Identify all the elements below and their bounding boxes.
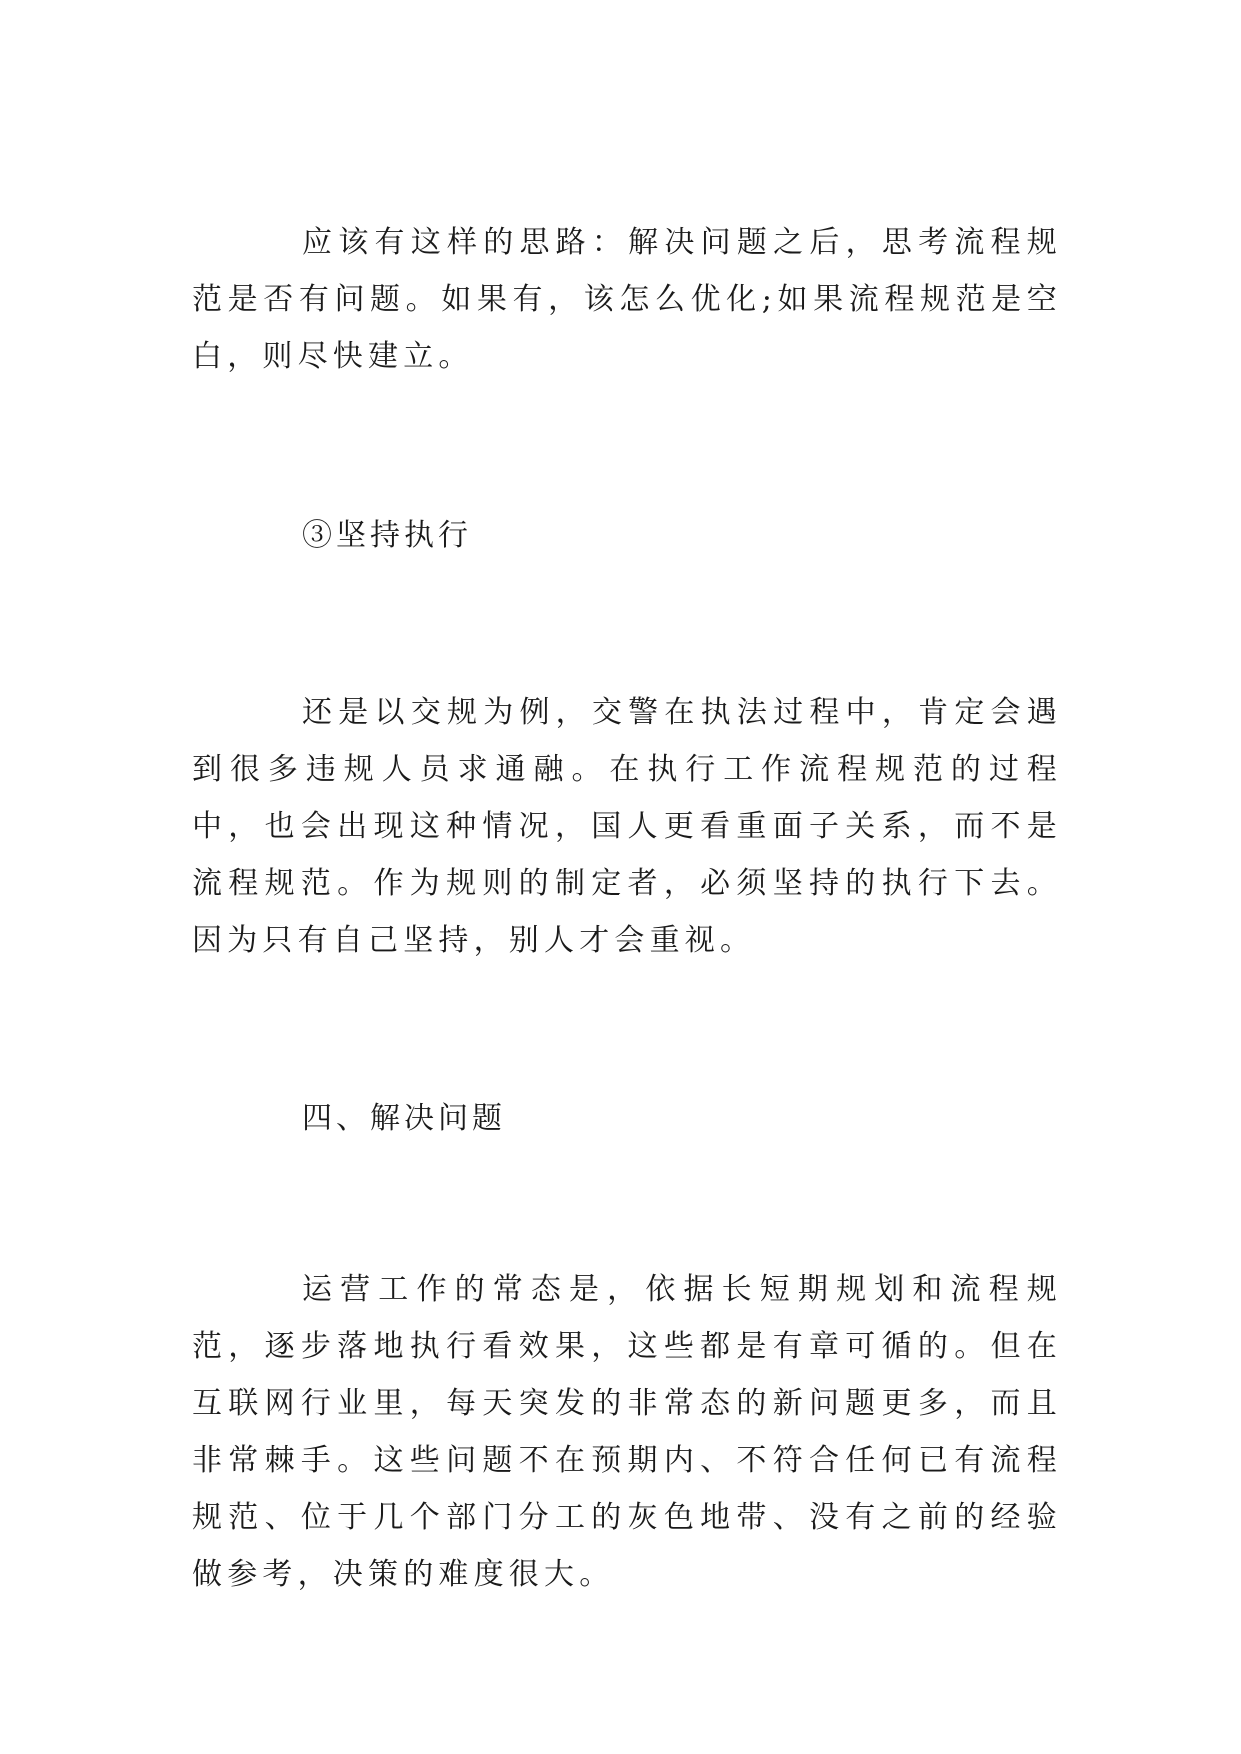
- paragraph-process-optimization: 应该有这样的思路：解决问题之后，思考流程规范是否有问题。如果有，该怎么优化;如果流程规范是空白，则尽快建立。: [192, 225, 1062, 374]
- paragraph-traffic-rules-example: 还是以交规为例，交警在执法过程中，肯定会遇到很多违规人员求通融。在执行工作流程规范的过程中，也会出现这种情况，国人更看重面子关系，而不是流程规范。作为规则的制定者，必须坚持的执行下去。因为只有自己坚持，别人才会重视。: [192, 695, 1062, 958]
- section-heading-persist-execution: ③坚持执行: [302, 518, 472, 553]
- paragraph-operations-normal-state: 运营工作的常态是，依据长短期规划和流程规范，逐步落地执行看效果，这些都是有章可循的。但在互联网行业里，每天突发的非常态的新问题更多，而且非常棘手。这些问题不在预期内、不符合任何已有流程规范、位于几个部门分工的灰色地带、没有之前的经验做参考，决策的难度很大。: [192, 1272, 1062, 1592]
- section-heading-solve-problems: 四、解决问题: [302, 1101, 506, 1136]
